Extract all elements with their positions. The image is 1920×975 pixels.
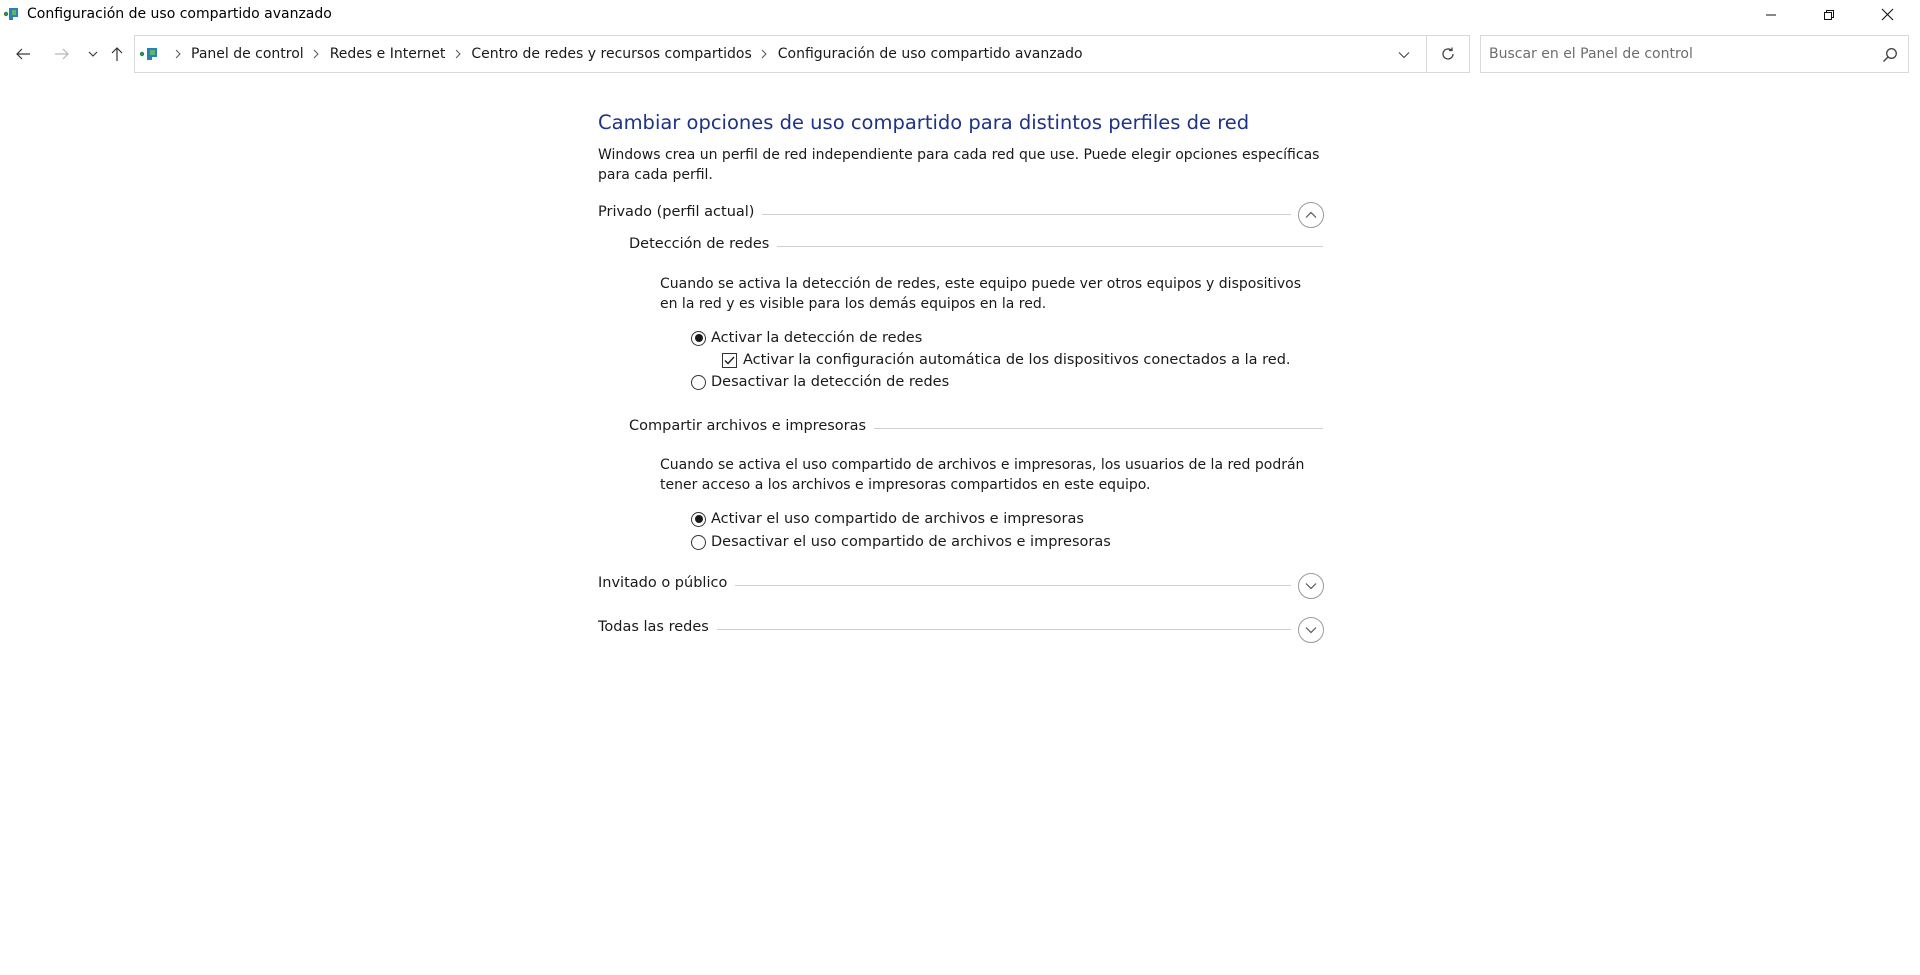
option-label[interactable]: Activar la detección de redes: [711, 330, 923, 346]
chevron-up-icon: [1305, 211, 1317, 219]
option-label[interactable]: Desactivar la detección de redes: [711, 374, 950, 390]
radio-enable-sharing[interactable]: [691, 509, 1084, 529]
close-icon: [1881, 8, 1894, 21]
forward-arrow-icon: [54, 47, 70, 61]
search-input[interactable]: [1489, 36, 1869, 72]
minimize-icon: [1765, 9, 1777, 21]
chevron-down-icon: [1305, 626, 1317, 634]
breadcrumb-item-network-internet[interactable]: Redes e Internet: [329, 46, 446, 62]
option-label[interactable]: Desactivar el uso compartido de archivos e impresoras: [711, 534, 1111, 550]
profile-all-networks-label[interactable]: Todas las redes: [598, 619, 717, 635]
profile-all-networks-header[interactable]: [598, 617, 1323, 641]
expand-button[interactable]: [1298, 617, 1324, 643]
network-sharing-icon: [139, 45, 161, 63]
network-sharing-icon: [3, 6, 21, 22]
profile-guest-label[interactable]: Invitado o público: [598, 575, 735, 591]
breadcrumb-separator-icon[interactable]: [165, 49, 191, 59]
collapse-button[interactable]: [1298, 202, 1324, 228]
radio-enable-discovery[interactable]: [691, 328, 922, 348]
address-history-button[interactable]: [1394, 45, 1414, 65]
file-printer-sharing-header: [629, 417, 1323, 439]
breadcrumb-item-control-panel[interactable]: Panel de control: [191, 46, 304, 62]
window-title: Configuración de uso compartido avanzado: [27, 6, 332, 22]
refresh-button[interactable]: [1427, 35, 1470, 73]
radio-button[interactable]: [691, 512, 706, 527]
page-description: Windows crea un perfil de red independiente para cada red que use. Puede elegir opciones específicas para cada perfil.: [598, 147, 1320, 183]
breadcrumb-separator-icon[interactable]: [445, 49, 471, 59]
checkmark-icon: [724, 356, 735, 365]
chevron-down-icon: [88, 50, 98, 58]
breadcrumb-separator-icon[interactable]: [752, 49, 778, 59]
network-discovery-description: Cuando se activa la detección de redes, este equipo puede ver otros equipos y dispositivos en la red y es visible para los demás equipos en la red.: [660, 276, 1302, 312]
address-bar[interactable]: [134, 35, 1427, 73]
breadcrumb: [165, 36, 1083, 72]
file-printer-sharing-description: Cuando se activa el uso compartido de archivos e impresoras, los usuarios de la red podrán tener acceso a los archivos e impresoras compartidos en este equipo.: [660, 457, 1305, 493]
breadcrumb-item-advanced-sharing[interactable]: Configuración de uso compartido avanzado: [777, 46, 1083, 62]
option-label[interactable]: Activar la configuración automática de los dispositivos conectados a la red.: [743, 352, 1291, 368]
up-arrow-icon: [110, 46, 124, 62]
network-discovery-label: Detección de redes: [629, 236, 777, 252]
radio-button[interactable]: [691, 331, 706, 346]
up-button[interactable]: [105, 42, 129, 66]
back-arrow-icon: [15, 47, 31, 61]
profile-private-label[interactable]: Privado (perfil actual): [598, 204, 762, 220]
page-title: Cambiar opciones de uso compartido para distintos perfiles de red: [598, 111, 1250, 134]
minimize-button[interactable]: [1742, 0, 1800, 29]
search-icon[interactable]: [1880, 45, 1900, 65]
breadcrumb-separator-icon[interactable]: [304, 49, 330, 59]
radio-disable-sharing[interactable]: [691, 532, 1111, 552]
expand-button[interactable]: [1298, 573, 1324, 599]
title-bar: [0, 0, 1920, 29]
recent-locations-button[interactable]: [81, 42, 105, 66]
close-button[interactable]: [1858, 0, 1916, 29]
breadcrumb-item-network-center[interactable]: Centro de redes y recursos compartidos: [471, 46, 752, 62]
radio-button[interactable]: [691, 375, 706, 390]
checkbox[interactable]: [722, 353, 737, 368]
forward-button[interactable]: [50, 42, 74, 66]
option-label[interactable]: Activar el uso compartido de archivos e impresoras: [711, 511, 1084, 527]
profile-private-header[interactable]: [598, 202, 1323, 226]
network-discovery-header: [629, 235, 1323, 257]
chevron-down-icon: [1305, 582, 1317, 590]
back-button[interactable]: [11, 42, 35, 66]
restore-button[interactable]: [1800, 0, 1858, 29]
file-printer-sharing-label: Compartir archivos e impresoras: [629, 418, 874, 434]
checkbox-auto-setup[interactable]: [722, 350, 1291, 370]
refresh-icon: [1440, 46, 1456, 62]
chevron-down-icon: [1398, 51, 1410, 59]
restore-icon: [1823, 9, 1835, 21]
profile-guest-header[interactable]: [598, 573, 1323, 597]
radio-button[interactable]: [691, 535, 706, 550]
search-box[interactable]: [1480, 35, 1909, 73]
radio-disable-discovery[interactable]: [691, 372, 949, 392]
